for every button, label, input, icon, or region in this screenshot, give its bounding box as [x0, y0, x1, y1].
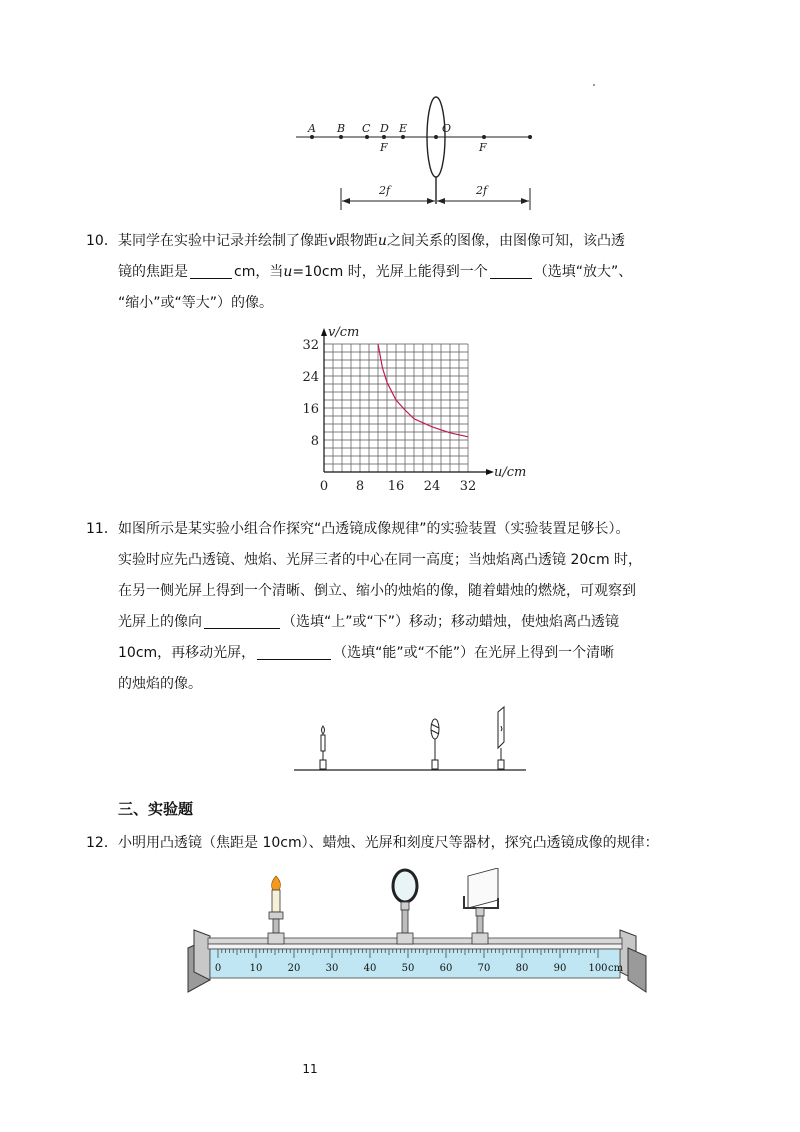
question-number: 12． — [86, 835, 118, 851]
answer-blank-focal-length[interactable] — [190, 262, 232, 279]
ruler-label: 20 — [287, 963, 301, 974]
label-a: A — [308, 122, 316, 135]
ruler-label: 10 — [249, 963, 263, 974]
optical-bench-figure — [180, 868, 650, 1003]
ruler-label: 80 — [515, 963, 529, 974]
lens-holder — [393, 870, 417, 902]
question-12: 12．小明用凸透镜（焦距是 10cm）、蜡烛、光屏和刻度尺等器材，探究凸透镜成像的规律： — [118, 828, 718, 859]
label-f-right: F — [479, 141, 487, 154]
candle-body — [272, 890, 280, 912]
ruler-label: 90 — [553, 963, 567, 974]
ruler-label: 0 — [214, 963, 222, 974]
question-11: 11．如图所示是某实验小组合作探究“凸透镜成像规律”的实验装置（实验装置足够长）。 实验时应先凸透镜、烛焰、光屏三者的中心在同一高度；当烛焰离凸透镜 20cm 时， 在另一侧光屏上得到一个清晰、倒立、缩小的烛焰的像，随着蜡烛的燃烧，可观察到 光屏上的像向 （选填“上”或“下”）移动；移动蜡烛，使烛焰离凸透镜 10cm，再移动光屏， （选填“能”或“不能”）在光屏上得到一个清晰 的烛焰的像。 — [118, 514, 718, 700]
ruler-label: 100 — [588, 963, 608, 974]
answer-blank-image-size[interactable] — [490, 262, 532, 279]
point-d — [382, 135, 386, 139]
stray-dot — [593, 84, 595, 86]
optical-bench-sketch — [290, 702, 530, 778]
dim-label-left: 2f — [379, 184, 391, 197]
x-tick-label: 16 — [387, 479, 405, 494]
question-number: 11． — [86, 521, 118, 537]
x-axis-label: u/cm — [494, 465, 527, 480]
y-tick-label: 8 — [310, 434, 319, 449]
question-10: 10．某同学在实验中记录并绘制了像距v跟物距u之间关系的图像，由图像可知，该凸透 镜的焦距是 cm，当u=10cm 时，光屏上能得到一个 （选填“放大”、 “缩小”或“等大”）的像。 — [118, 226, 718, 319]
x-tick-label: 24 — [423, 479, 441, 494]
ruler-unit: cm — [608, 963, 624, 974]
y-tick-label: 32 — [302, 338, 319, 353]
label-d: D — [380, 122, 389, 135]
light-screen — [468, 868, 498, 908]
y-axis-arrow — [321, 328, 327, 336]
screen-sketch — [498, 707, 504, 769]
ruler-label: 60 — [439, 963, 453, 974]
ruler-label: 70 — [477, 963, 491, 974]
point-f-right — [482, 135, 486, 139]
x-tick-label: 8 — [355, 479, 365, 494]
x-tick-label: 32 — [459, 479, 477, 494]
answer-blank-image-direction[interactable] — [204, 612, 280, 629]
point-2f-right — [528, 135, 532, 139]
point-c — [365, 135, 369, 139]
ruler-label: 50 — [401, 963, 415, 974]
point-b — [339, 135, 343, 139]
x-axis-arrow — [486, 469, 494, 475]
ruler-label: 40 — [363, 963, 377, 974]
label-f-left: F — [380, 141, 388, 154]
y-tick-label: 24 — [302, 370, 319, 385]
label-o: O — [442, 122, 452, 135]
candle-on-bench — [268, 876, 284, 944]
page-number: 11 — [302, 1062, 318, 1076]
y-axis-label: v/cm — [328, 325, 360, 340]
chart-grid — [324, 344, 468, 472]
point-a — [310, 135, 314, 139]
question-number: 10． — [86, 233, 118, 249]
candle-sketch — [320, 726, 326, 769]
label-e: E — [399, 122, 408, 135]
lens-sketch — [431, 719, 439, 769]
x-tick-label: 0 — [319, 479, 329, 494]
point-e — [401, 135, 405, 139]
section-heading: 三、实验题 — [118, 800, 194, 818]
point-o — [434, 135, 438, 139]
image-distance-chart — [290, 322, 530, 502]
answer-blank-can-form-image[interactable] — [257, 643, 331, 660]
y-tick-label: 16 — [302, 402, 319, 417]
label-c: C — [362, 122, 371, 135]
candle-flame — [272, 876, 281, 892]
ruler-label: 30 — [325, 963, 339, 974]
lens-on-bench — [393, 870, 417, 944]
dim-label-right: 2f — [476, 184, 488, 197]
label-b: B — [337, 122, 346, 135]
screen-on-bench — [464, 868, 498, 944]
lens-axis-figure — [290, 92, 550, 214]
